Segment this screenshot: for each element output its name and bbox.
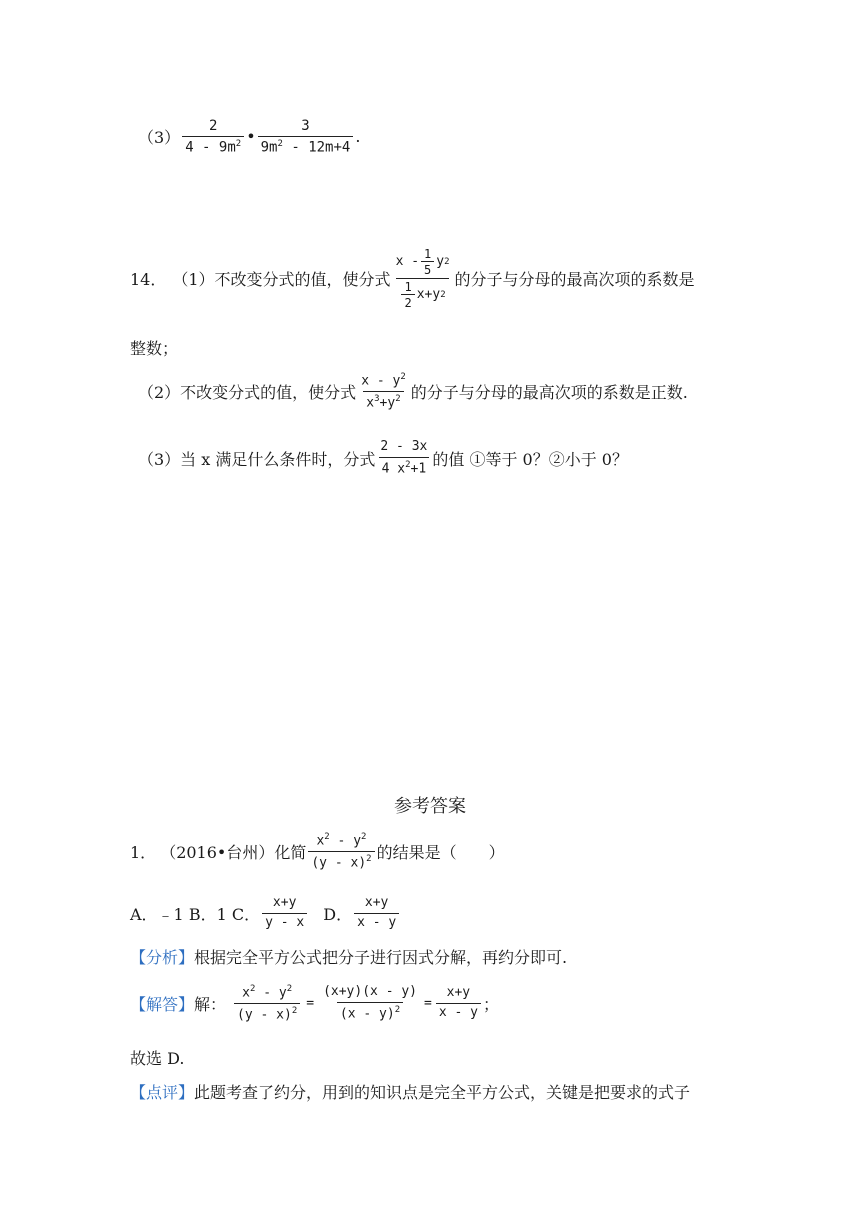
- analysis-tag: 【分析】: [130, 948, 195, 967]
- answers-title: 参考答案: [394, 796, 466, 817]
- analysis-line: 【分析】 根据完全平方公式把分子进行因式分解，再约分即可.: [130, 945, 567, 968]
- q14-part1-continued: 整数；: [130, 339, 179, 358]
- q14-part2-fraction: $\frac{x - y^2}{x^3+y^2}$: [361, 372, 406, 411]
- answer-1-fraction: $\frac{x^2 - y^2}{(y - x)^2}$: [308, 832, 374, 872]
- solution-line: 【解答】 解： $\frac{x^2 - y^2}{(y - x)^2}$ = $\frac{(x+y)(x - y)}{(x - y)^2}$ = $\frac{x+y}{x - y}$ ；: [130, 984, 499, 1023]
- solution-tag: 【解答】: [130, 995, 195, 1015]
- solution-fraction-3: $\frac{x+y}{x - y}$: [436, 986, 481, 1021]
- q13-fraction-2: $\frac{3}{9m^2 - 12m+4}$: [258, 118, 354, 156]
- q14-part2: （2）不改变分式的值，使分式 $\frac{x - y^2}{x^3+y^2}$ 的分子与分母的最高次项的系数是正数.: [138, 372, 688, 411]
- solution-fraction-2: $\frac{(x+y)(x - y)}{(x - y)^2}$: [323, 984, 417, 1022]
- q14-part1-fraction: x - $\frac{1}{5}$ y 2 $\frac{1}{2}$ x+y 2: [395, 247, 450, 310]
- option-c-fraction: $\frac{x+y}{y - x}$: [262, 896, 307, 931]
- option-d-fraction: $\frac{x+y}{x - y}$: [354, 896, 399, 931]
- review-tag: 【点评】: [130, 1083, 195, 1102]
- q14-part1: 14． （1）不改变分式的值，使分式 x - $\frac{1}{5}$ y 2 $\frac{1}{2}$ x+y 2 的分子与分母的最高次项的系数是: [130, 247, 695, 310]
- q13-fraction-1: $\frac{2}{4 - 9m^2}$: [182, 118, 244, 156]
- choice-line: 故选 D.: [130, 1049, 185, 1068]
- q14-part3: （3）当 x 满足什么条件时，分式 $\frac{2 - 3x}{4 x^2+1}$ 的值 ①等于 0？②小于 0？: [138, 439, 628, 477]
- solution-fraction-1: $\frac{x^2 - y^2}{(y - x)^2}$: [234, 984, 300, 1024]
- multiply-dot: •: [246, 127, 256, 147]
- answer-1-options: A．﹣1 B．1 C． $\frac{x+y}{y - x}$ D． $\frac{x+y}{x - y}$: [130, 896, 401, 931]
- answer-1-question: 1． （2016•台州）化简 $\frac{x^2 - y^2}{(y - x)^2}$ 的结果是（ ）: [130, 832, 505, 871]
- q13-part3-label: （3）: [138, 128, 181, 148]
- q14-part3-fraction: $\frac{2 - 3x}{4 x^2+1}$: [380, 439, 428, 477]
- q14-number: 14．: [130, 270, 167, 290]
- q13-part3: （3） $\frac{2}{4 - 9m^2}$ • $\frac{3}{9m^2 - 12m+4}$ .: [138, 118, 361, 156]
- review-line: 【点评】 此题考查了约分，用到的知识点是完全平方公式，关键是把要求的式子: [130, 1080, 690, 1103]
